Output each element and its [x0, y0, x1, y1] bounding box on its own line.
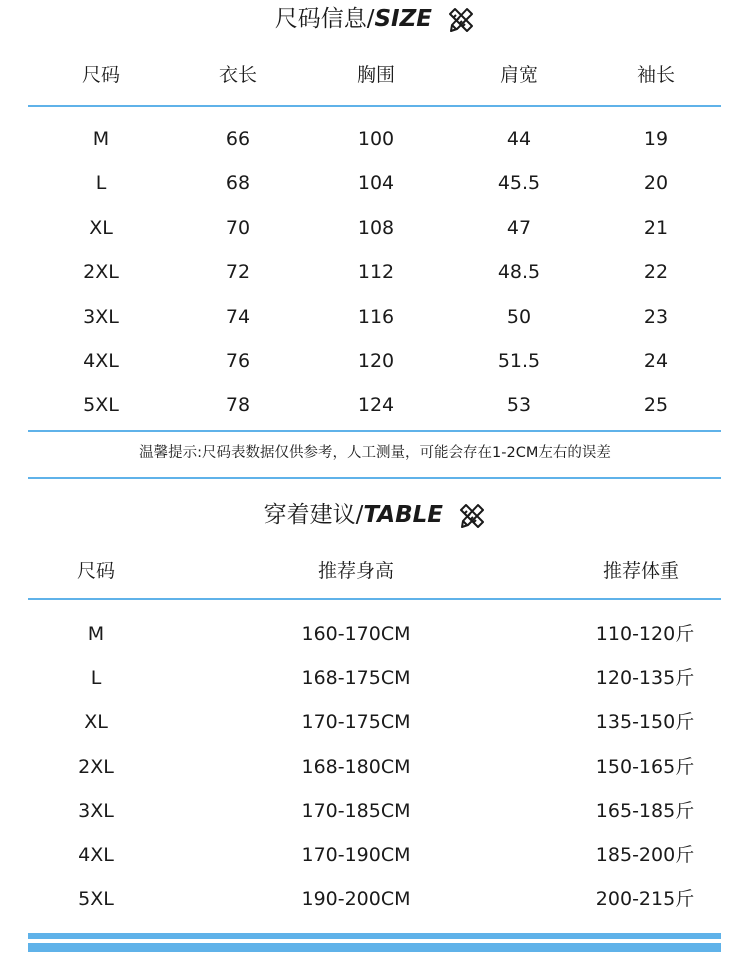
measurement-notice: 温馨提示:尺码表数据仅供参考，人工测量，可能会存在1-2CM左右的误差 — [139, 445, 611, 461]
chest-cell: 104 — [357, 172, 395, 194]
size-title — [0, 4, 750, 34]
table-row — [0, 124, 750, 154]
table-row — [0, 302, 750, 332]
height-cell: 170-185CM — [301, 800, 411, 822]
chest-cell: 100 — [357, 128, 395, 150]
weight-cell: 120-135斤 — [595, 667, 695, 689]
table-row — [0, 346, 750, 376]
chest-cell: 108 — [357, 217, 395, 239]
weight-cell: 200-215斤 — [595, 888, 695, 910]
table-row — [0, 619, 750, 649]
height-cell: 168-180CM — [301, 756, 411, 778]
height-cell: 170-175CM — [301, 711, 411, 733]
size-cell: XL — [89, 217, 113, 239]
height-cell: 160-170CM — [301, 623, 411, 645]
size-header-divider — [28, 105, 721, 107]
table-title — [0, 500, 750, 530]
size-cell: L — [95, 172, 107, 194]
weight-cell: 165-185斤 — [595, 800, 695, 822]
size-cell: 2XL — [83, 261, 119, 283]
size-title-cn: 尺码信息/ — [274, 6, 375, 32]
header-sleeve: 袖长 — [636, 64, 676, 86]
size-cell: XL — [84, 711, 108, 733]
shoulder-cell: 44 — [506, 128, 532, 150]
chest-cell: 120 — [357, 350, 395, 372]
header-size: 尺码 — [81, 64, 121, 86]
table-row — [0, 390, 750, 420]
table-row — [0, 752, 750, 782]
length-cell: 76 — [225, 350, 251, 372]
chest-cell: 124 — [357, 394, 395, 416]
table-title-cn: 穿着建议/ — [263, 502, 364, 528]
sleeve-cell: 22 — [643, 261, 669, 283]
chest-cell: 116 — [357, 306, 395, 328]
table-title-en: TABLE — [363, 502, 444, 528]
header-height: 推荐身高 — [317, 560, 395, 582]
shoulder-cell: 45.5 — [497, 172, 541, 194]
recommend-header-row — [0, 556, 750, 586]
table-row — [0, 884, 750, 914]
header-chest: 胸围 — [356, 64, 396, 86]
size-cell: L — [90, 667, 102, 689]
sleeve-cell: 19 — [643, 128, 669, 150]
length-cell: 78 — [225, 394, 251, 416]
sleeve-cell: 21 — [643, 217, 669, 239]
height-cell: 190-200CM — [301, 888, 411, 910]
size-cell: 5XL — [78, 888, 114, 910]
weight-cell: 110-120斤 — [595, 623, 695, 645]
shoulder-cell: 47 — [506, 217, 532, 239]
length-cell: 74 — [225, 306, 251, 328]
table-row — [0, 168, 750, 198]
table-row — [0, 257, 750, 287]
header-shoulder: 肩宽 — [499, 64, 539, 86]
table-row — [0, 840, 750, 870]
size-cell: 5XL — [83, 394, 119, 416]
recommend-header-divider — [28, 598, 721, 600]
size-cell: 2XL — [78, 756, 114, 778]
weight-cell: 150-165斤 — [595, 756, 695, 778]
sleeve-cell: 23 — [643, 306, 669, 328]
header-weight: 推荐体重 — [602, 560, 680, 582]
table-row — [0, 213, 750, 243]
table-row — [0, 707, 750, 737]
shoulder-cell: 50 — [506, 306, 532, 328]
footer-bar-bottom — [28, 943, 721, 952]
sleeve-cell: 25 — [643, 394, 669, 416]
size-cell: 3XL — [78, 800, 114, 822]
size-cell: M — [92, 128, 110, 150]
weight-cell: 135-150斤 — [595, 711, 695, 733]
header-length: 衣长 — [218, 64, 258, 86]
height-cell: 168-175CM — [301, 667, 411, 689]
footer-bar-top — [28, 933, 721, 939]
ruler-pencil-icon — [447, 6, 475, 34]
length-cell: 66 — [225, 128, 251, 150]
shoulder-cell: 48.5 — [497, 261, 541, 283]
shoulder-cell: 51.5 — [497, 350, 541, 372]
length-cell: 70 — [225, 217, 251, 239]
sleeve-cell: 20 — [643, 172, 669, 194]
shoulder-cell: 53 — [506, 394, 532, 416]
header-size: 尺码 — [76, 560, 116, 582]
chest-cell: 112 — [357, 261, 395, 283]
size-cell: 4XL — [83, 350, 119, 372]
length-cell: 68 — [225, 172, 251, 194]
table-row — [0, 796, 750, 826]
size-cell: 4XL — [78, 844, 114, 866]
size-cell: M — [87, 623, 105, 645]
ruler-pencil-icon — [458, 502, 486, 530]
notice-bottom-divider — [28, 477, 721, 479]
sleeve-cell: 24 — [643, 350, 669, 372]
table-row — [0, 663, 750, 693]
weight-cell: 185-200斤 — [595, 844, 695, 866]
size-title-en: SIZE — [374, 6, 432, 32]
height-cell: 170-190CM — [301, 844, 411, 866]
size-header-row — [0, 60, 750, 90]
notice-top-divider — [28, 430, 721, 432]
size-cell: 3XL — [83, 306, 119, 328]
length-cell: 72 — [225, 261, 251, 283]
